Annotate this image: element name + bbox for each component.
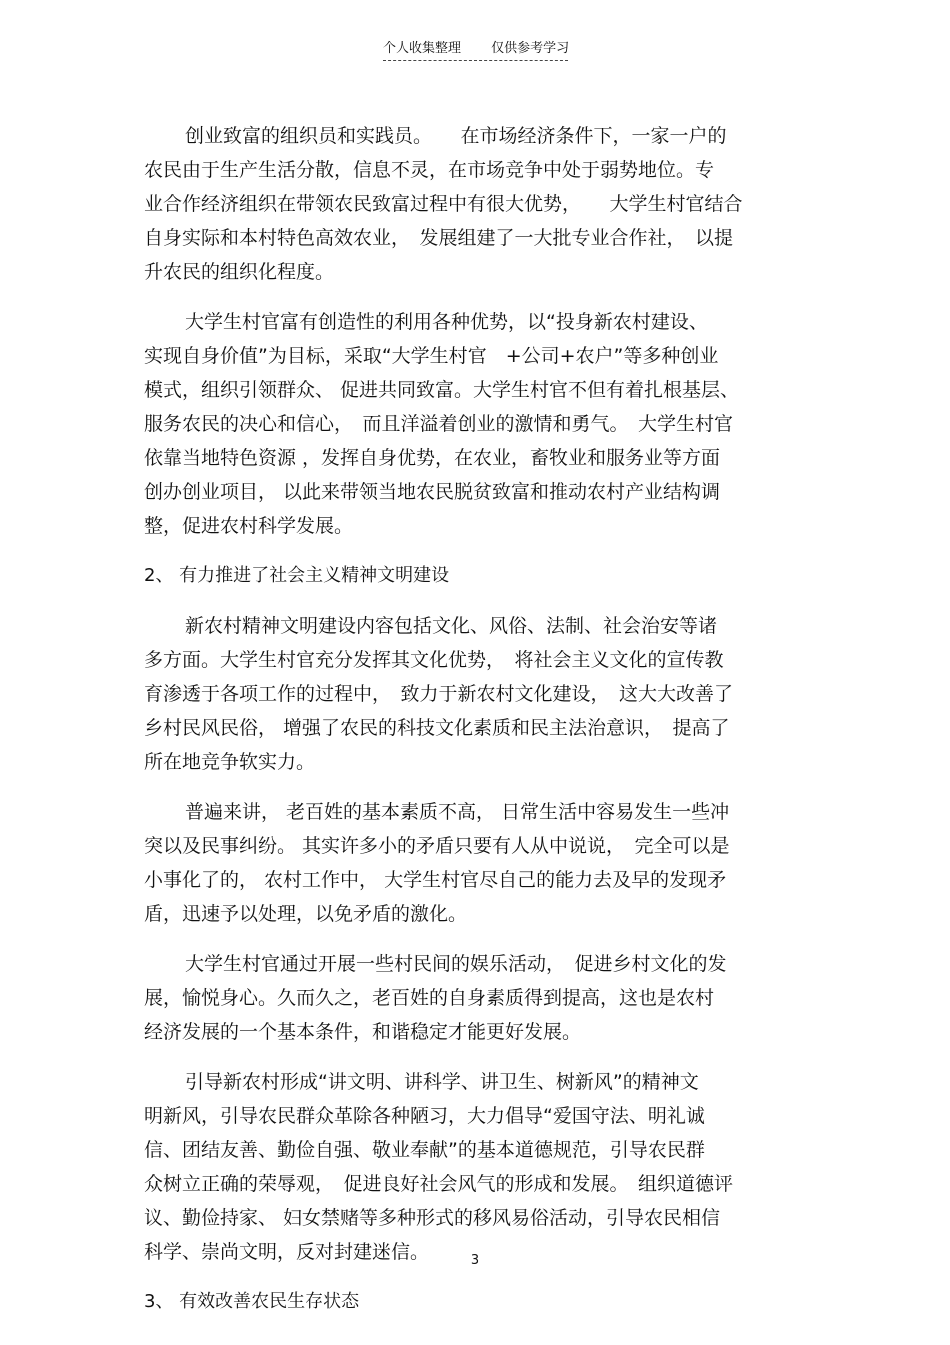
text-line: 盾，迅速予以处理，以免矛盾的激化。 (144, 903, 468, 925)
document-body (144, 119, 809, 1319)
paragraph (144, 947, 809, 1049)
paragraph (144, 305, 809, 543)
text-line: 明新风，引导农民群众革除各种陋习，大力倡导“爱国守法、明礼诚 (144, 1105, 705, 1127)
paragraph (144, 795, 809, 931)
text-line: 创业致富的组织员和实践员。 在市场经济条件下，一家一户的 (185, 125, 727, 147)
text-line: 实现自身价值”为目标，采取“大学生村官 +公司+农户”等多种创业 (144, 345, 719, 367)
page-header (383, 40, 568, 61)
text-line: 小事化了的， 农村工作中， 大学生村官尽自己的能力去及早的发现矛 (144, 869, 727, 891)
heading-text: 3、 有效改善农民生存状态 (144, 1291, 360, 1312)
text-line: 信、团结友善、勤俭自强、敬业奉献”的基本道德规范，引导农民群 (144, 1139, 705, 1161)
text-line: 模式，组织引领群众、 促进共同致富。大学生村官不但有着扎根基层、 (144, 379, 740, 401)
section-heading (144, 559, 809, 593)
text-line: 农民由于生产生活分散，信息不灵，在市场竞争中处于弱势地位。专 (144, 159, 715, 181)
text-line: 乡村民风民俗， 增强了农民的科技文化素质和民主法治意识， 提高了 (144, 717, 730, 739)
text-line: 自身实际和本村特色高效农业， 发展组建了一大批专业合作社， 以提 (144, 227, 734, 249)
text-line: 依靠当地特色资源 ，发挥自身优势，在农业，畜牧业和服务业等方面 (144, 447, 721, 469)
paragraph (144, 609, 809, 779)
paragraph (144, 1065, 809, 1269)
text-line: 大学生村官通过开展一些村民间的娱乐活动， 促进乡村文化的发 (185, 953, 727, 975)
text-line: 议、勤俭持家、 妇女禁赌等多种形式的移风易俗活动，引导农民相信 (144, 1207, 721, 1229)
heading-text: 2、 有力推进了社会主义精神文明建设 (144, 565, 450, 586)
text-line: 所在地竞争软实力。 (144, 751, 316, 773)
text-line: 整，促进农村科学发展。 (144, 515, 354, 537)
text-line: 升农民的组织化程度。 (144, 261, 335, 283)
text-line: 多方面。大学生村官充分发挥其文化优势， 将社会主义文化的宣传教 (144, 649, 724, 671)
text-line: 大学生村官富有创造性的利用各种优势，以“投身新农村建设、 (185, 311, 708, 333)
text-line: 普遍来讲， 老百姓的基本素质不高， 日常生活中容易发生一些冲 (185, 801, 730, 823)
header-right-text: 仅供参考学习 (491, 41, 570, 56)
text-line: 引导新农村形成“讲文明、讲科学、讲卫生、树新风”的精神文 (185, 1071, 699, 1093)
page-number: 3 (470, 1253, 480, 1268)
header-left-text: 个人收集整理 (383, 41, 462, 56)
text-line: 创办创业项目， 以此来带领当地农民脱贫致富和推动农村产业结构调 (144, 481, 721, 503)
section-heading (144, 1285, 809, 1319)
text-line: 众树立正确的荣辱观， 促进良好社会风气的形成和发展。 组织道德评 (144, 1173, 734, 1195)
text-line: 业合作经济组织在带领农民致富过程中有很大优势， 大学生村官结合 (144, 193, 743, 215)
text-line: 经济发展的一个基本条件，和谐稳定才能更好发展。 (144, 1021, 582, 1043)
text-line: 科学、崇尚文明，反对封建迷信。 (144, 1241, 430, 1263)
text-line: 突以及民事纠纷。 其实许多小的矛盾只要有人从中说说， 完全可以是 (144, 835, 730, 857)
text-line: 服务农民的决心和信心， 而且洋溢着创业的激情和勇气。 大学生村官 (144, 413, 734, 435)
text-line: 育渗透于各项工作的过程中， 致力于新农村文化建设， 这大大改善了 (144, 683, 734, 705)
paragraph (144, 119, 809, 289)
text-line: 新农村精神文明建设内容包括文化、风俗、法制、社会治安等诸 (185, 615, 718, 637)
text-line: 展，愉悦身心。久而久之，老百姓的自身素质得到提高，这也是农村 (144, 987, 715, 1009)
